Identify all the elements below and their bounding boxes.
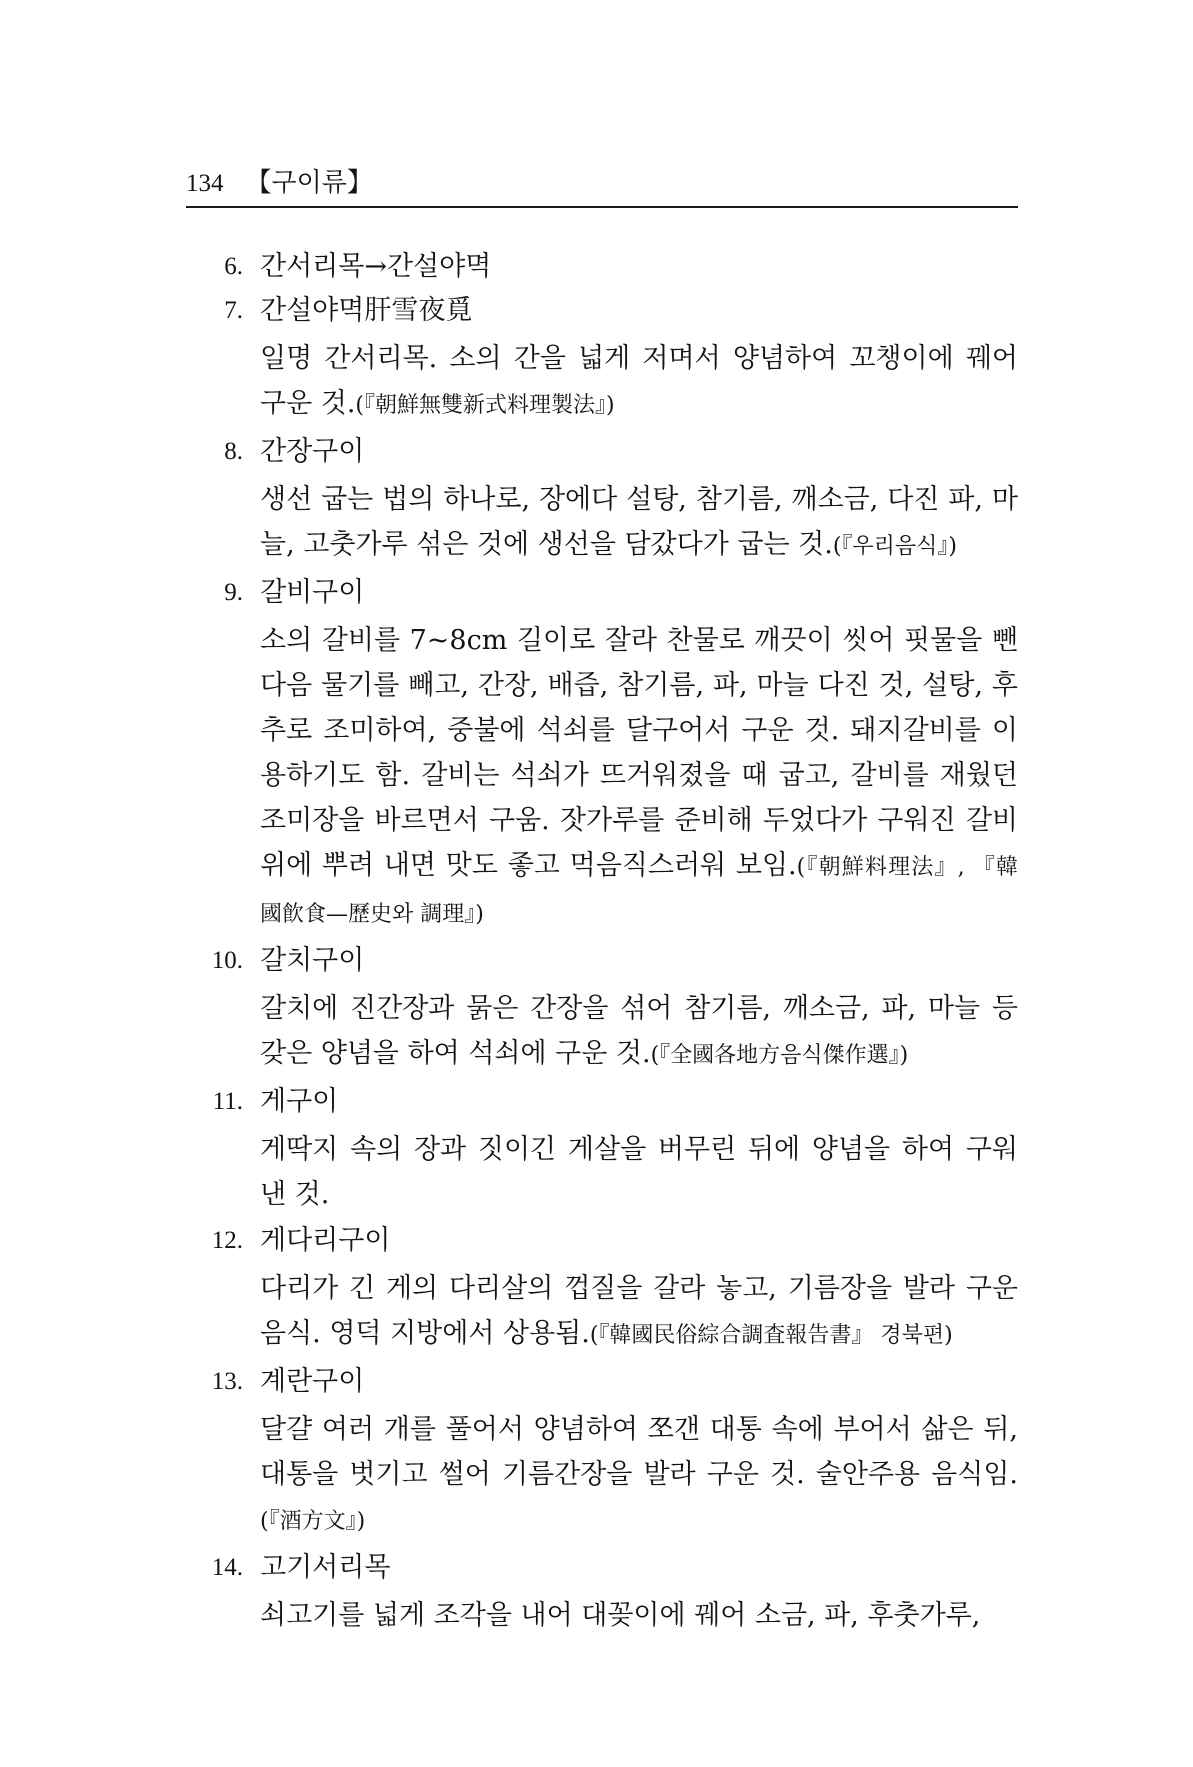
entry-text: 달걀 여러 개를 풀어서 양념하여 쪼갠 대통 속에 부어서 삶은 뒤, 대통을 벗기고 썰어 기름간장을 발라 구운 것. 술안주용 음식임. [260, 1414, 1018, 1490]
entry-description [260, 1407, 1018, 1544]
entry-heading [0, 571, 1193, 615]
entry-description [260, 1266, 1018, 1358]
page-number: 134 [186, 170, 224, 197]
entry-description [260, 336, 1018, 428]
entry-number: 13. [211, 1368, 243, 1395]
entry-heading [0, 1219, 1193, 1263]
entry-description [260, 986, 1018, 1078]
entry-heading [0, 1546, 1193, 1590]
entry-number: 14. [211, 1554, 243, 1581]
entry-description [260, 1127, 1018, 1217]
entry-heading [0, 430, 1193, 474]
entry-title: 게다리구이 [260, 1225, 391, 1256]
entry-description [260, 1593, 1018, 1638]
entry-number: 7. [224, 297, 243, 324]
header-rule [186, 206, 1018, 208]
entry-list [0, 245, 1193, 1640]
entry [0, 245, 1193, 289]
entry-text: 갈치에 진간장과 묽은 간장을 섞어 참기름, 깨소금, 파, 마늘 등 갖은 양념을 하여 석쇠에 구운 것. [260, 993, 1018, 1069]
entry-text: 쇠고기를 넓게 조각을 내어 대꽂이에 꿰어 소금, 파, 후춧가루, [260, 1600, 981, 1631]
section-title: 【구이류】 [245, 168, 373, 198]
entry-number: 12. [211, 1227, 243, 1254]
entry [0, 430, 1193, 569]
entry-text: 일명 간서리목. 소의 간을 넓게 저며서 양념하여 꼬챙이에 꿰어 구운 것. [260, 343, 1018, 419]
entry-heading [0, 245, 1193, 289]
entry [0, 1546, 1193, 1638]
entry-text: 게딱지 속의 장과 짓이긴 게살을 버무린 뒤에 양념을 하여 구워 낸 것. [260, 1134, 1018, 1210]
entry [0, 1219, 1193, 1358]
entry-title: 갈비구이 [260, 577, 365, 608]
entry-heading [0, 939, 1193, 983]
running-head [186, 168, 373, 199]
entry-reference: (『朝鮮料理法』, 『韓國飮食—歷史와 調理』) [260, 855, 1018, 927]
entry-text: 소의 갈비를 7~8cm 길이로 잘라 찬물로 깨끗이 씻어 핏물을 뺀 다음 물기를 빼고, 간장, 배즙, 참기름, 파, 마늘 다진 것, 설탕, 후추로 조미하여, 중불에 석쇠를 달구어서 구운 것. 돼지갈비를 이용하기도 함. 갈비는 석쇠가 뜨거워졌을 때 굽고, 갈비를 재웠던 조미장을 바르면서 구움. 잣가루를 준비해 두었다가 구워진 갈비 위에 뿌려 내면 맛도 좋고 먹음직스러워 보임. [260, 625, 1018, 881]
entry-number: 8. [224, 438, 243, 465]
entry-number: 11. [212, 1088, 243, 1115]
entry-title: 간설야멱肝雪夜覓 [260, 295, 473, 326]
entry-description [260, 618, 1018, 937]
entry-reference: (『酒方文』) [260, 1509, 366, 1534]
entry-number: 9. [224, 579, 243, 606]
entry-text: 생선 굽는 법의 하나로, 장에다 설탕, 참기름, 깨소금, 다진 파, 마늘, 고춧가루 섞은 것에 생선을 담갔다가 굽는 것. [260, 484, 1018, 560]
entry-heading [0, 1360, 1193, 1404]
entry-description [260, 477, 1018, 569]
entry-title: 갈치구이 [260, 945, 365, 976]
entry-number: 10. [211, 947, 243, 974]
entry [0, 1080, 1193, 1217]
entry-title: 게구이 [260, 1086, 339, 1117]
entry [0, 289, 1193, 428]
entry-number: 6. [224, 253, 243, 280]
entry [0, 571, 1193, 937]
entry-reference: (『全國各地方음식傑作選』) [650, 1043, 909, 1068]
entry-text: 다리가 긴 게의 다리살의 껍질을 갈라 놓고, 기름장을 발라 구운 음식. 영덕 지방에서 상용됨. [260, 1273, 1018, 1349]
entry [0, 1360, 1193, 1544]
entry-heading [0, 1080, 1193, 1124]
entry [0, 939, 1193, 1078]
entry-title: 간장구이 [260, 436, 365, 467]
entry-title: 계란구이 [260, 1366, 365, 1397]
entry-reference: (『우리음식』) [832, 534, 957, 559]
entry-title: 간서리목→간설야멱 [260, 251, 492, 282]
entry-heading [0, 289, 1193, 333]
entry-title: 고기서리목 [260, 1552, 391, 1583]
entry-reference: (『韓國民俗綜合調査報告書』 경북편) [589, 1323, 953, 1348]
entry-reference: (『朝鮮無雙新式料理製法』) [355, 393, 615, 418]
